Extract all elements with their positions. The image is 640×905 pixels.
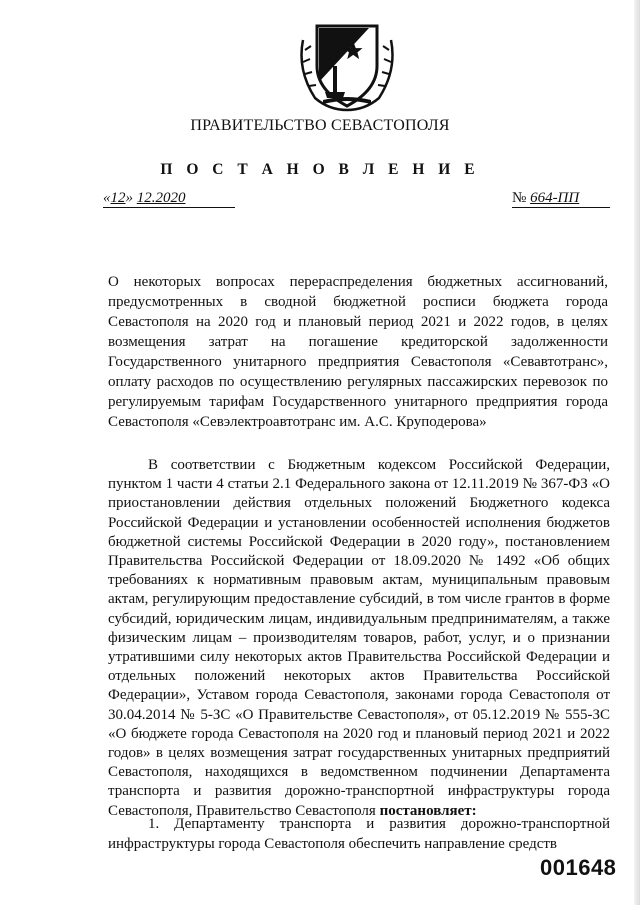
sevastopol-coat-of-arms-icon <box>295 20 399 114</box>
item-1-text: 1. Департаменту транспорта и развития дорожно-транспортной инфраструктуры города Севастополя обеспечить направление средств <box>108 816 610 852</box>
preamble-text: В соответствии с Бюджетным кодексом Российской Федерации, пунктом 1 части 4 статьи 2.1 Федерального закона от 12.11.2019 № 367-ФЗ «О приостановлении действия отдельных положений Бюджетного кодекса Российской Федерации и установлении особенностей исполнения бюджетов бюджетной системы Российской Федерации в 2020 году», постановлением Правительства Российской Федерации от 18.09.2020 № 1492 «Об общих требованиях к нормативным правовым актам, муниципальным правовым актам, регулирующим предоставление субсидий, в том числе грантов в форме субсидий, юридическим лицам, индивидуальным предпринимателям, а также физическим лицам – производителям товаров, работ, услуг, и о признании утратившими силу некоторых актов Правительства Российской Федерации и отдельных положений некоторых актов Правительства Российской Федерации», Уставом города Севастополя, законами города Севастополя от 30.04.2014 № 5-ЗС «О Правительстве Севастополя», от 05.12.2019 № 555-ЗС «О бюджете города Севастополя на 2020 год и плановый период 2021 и 2022 годов» в целях возмещения затрат государственных унитарных предприятий Севастополя, находящихся в ведомственном подчинении Департамента транспорта и развития дорожно-транспортной инфраструктуры города Севастополя, Правительство Севастополя <box>108 457 610 819</box>
document-number: № 664-ПП <box>512 190 610 208</box>
number-value: 664-ПП <box>530 190 580 206</box>
scan-edge <box>634 0 640 905</box>
document-type: П О С Т А Н О В Л Е Н И Е <box>160 161 480 178</box>
date-month-year: 12.2020 <box>136 190 186 206</box>
preamble <box>108 456 610 821</box>
document-date: «12» 12.2020 <box>103 190 235 208</box>
form-serial-number: 001648 <box>540 855 617 880</box>
decree-word: постановляет: <box>379 802 477 819</box>
item-1 <box>108 815 610 854</box>
document-subject: О некоторых вопросах перераспределения бюджетных ассигнований, предусмотренных в сводной бюджетной росписи бюджета города Севастополя на 2020 год и плановый период 2021 и 2022 годов, в целях возмещения затрат на погашение кредиторской задолженности Государственного унитарного предприятия Севастополя «Севавтотранс», оплату расходов по осуществлению регулярных пассажирских перевозок по регулируемым тарифам Государственного унитарного предприятия города Севастополя «Севэлектроавтотранс им. А.С. Круподерова» <box>108 274 608 430</box>
date-day: 12 <box>110 190 126 206</box>
government-name: ПРАВИТЕЛЬСТВО СЕВАСТОПОЛЯ <box>190 117 450 134</box>
